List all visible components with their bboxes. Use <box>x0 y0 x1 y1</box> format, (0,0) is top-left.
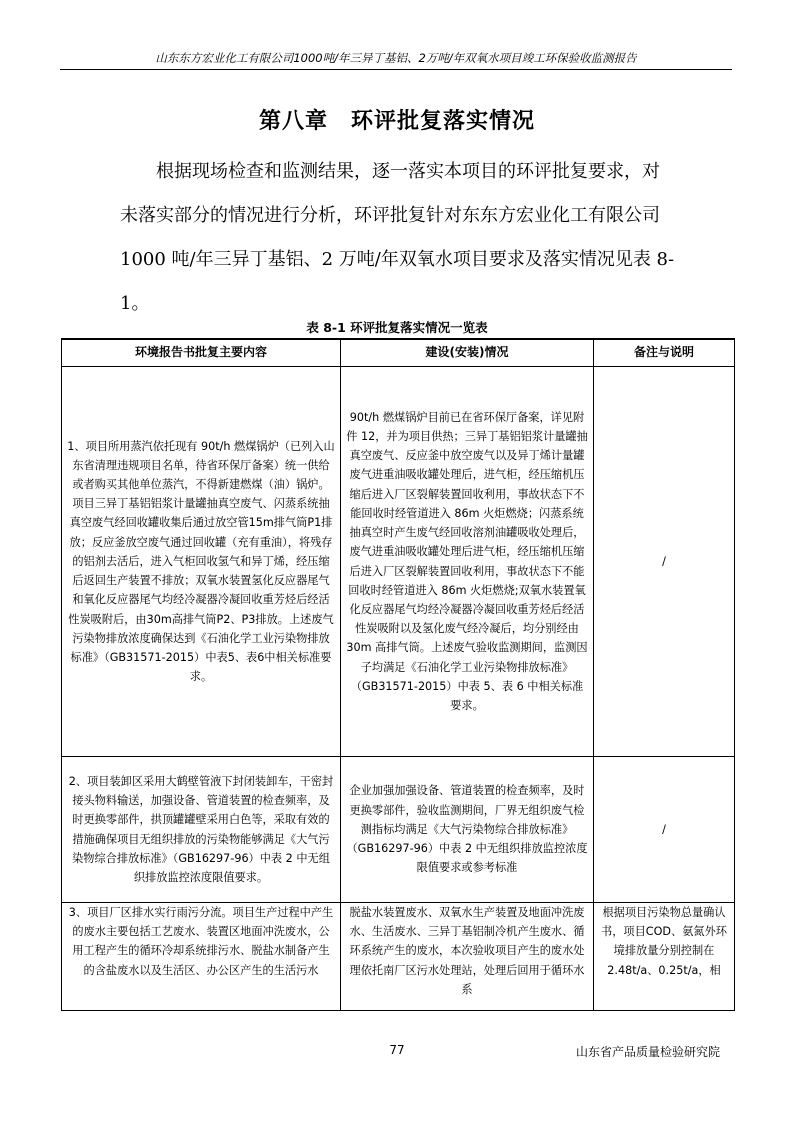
note-cell: / <box>594 367 735 757</box>
intro-paragraph <box>120 150 676 326</box>
table-row <box>62 903 735 1011</box>
chapter-title: 第八章 环评批复落实情况 <box>258 109 535 134</box>
running-header: 山东东方宏业化工有限公司1000吨/年三异丁基铝、2万吨/年双氧水项目竣工环保验收监测报告 <box>60 50 732 70</box>
table-row <box>62 757 735 903</box>
table-row <box>62 367 735 757</box>
requirement-cell: 2、项目装卸区采用大鹤壁管液下封闭装卸车，干密封接头物料输送，加强设备、管道装置的检查频率，及时更换零部件，拱顶罐罐壁采用白色等，采取有效的措施确保项目无组织排放的污染物能够满足《大气污染物综合排放标准》（GB16297-96）中表 2 中无组织排放监控浓度限值要求。 <box>62 757 341 903</box>
footer-organization: 山东省产品质量检验研究院 <box>575 1045 720 1059</box>
status-cell: 脱盐水装置废水、双氧水生产装置及地面冲洗废水、生活废水、三异丁基铝制冷机产生废水、循环系统产生的废水，本次验收项目产生的废水处理依托南厂区污水处理站，处理后回用于循环水系 <box>341 903 594 1011</box>
status-cell: 企业加强加强设备、管道装置的检查频率，及时更换零部件，验收监测期间，厂界无组织废气检测指标均满足《大气污染物综合排放标准》（GB16297-96）中表 2 中无组织排放监控浓度限值要求或参考标准 <box>341 757 594 903</box>
header-requirement: 环境报告书批复主要内容 <box>62 339 341 367</box>
table-caption: 表 8-1 环评批复落实情况一览表 <box>306 320 488 335</box>
intro-text: 根据现场检查和监测结果，逐一落实本项目的环评批复要求，对未落实部分的情况进行分析，环评批复针对东东方宏业化工有限公司 1000 吨/年三异丁基铝、2 万吨/年双氧水项目要求及落实情况见表 8-1。 <box>120 161 675 314</box>
note-cell: / <box>594 757 735 903</box>
requirement-cell: 3、项目厂区排水实行雨污分流。项目生产过程中产生的废水主要包括工艺废水、装置区地面冲洗废水，公用工程产生的循环冷却系统排污水、脱盐水制备产生的含盐废水以及生活区、办公区产生的生活污水 <box>62 903 341 1011</box>
header-status: 建设(安装)情况 <box>341 339 594 367</box>
table-header-row <box>62 339 735 367</box>
note-cell: 根据项目污染物总量确认书，项目COD、氨氮外环境排放量分别控制在2.48t/a、0.25t/a，相 <box>594 903 735 1011</box>
page-number: 77 <box>389 1043 405 1057</box>
approval-table <box>61 338 735 1011</box>
status-cell: 90t/h 燃煤锅炉目前已在省环保厅备案，详见附件 12，并为项目供热；三异丁基铝铝浆计量罐抽真空废气、反应釜中放空废气以及异丁烯计量罐废气进重油吸收罐处理后，进气柜，经压缩机压缩后进入厂区裂解装置回收利用，事故状态下不能回收时经管道进入 86m 火炬燃烧；闪蒸系统抽真空时产生废气经回收溶剂油罐吸收处理后，废气进重油吸收罐处理后进气柜，经压缩机压缩后进入厂区裂解装置回收利用，事故状态下不能回收时经管道进入 86m 火炬燃烧;双氧水装置氧化反应器尾气均经冷凝器冷凝回收重芳烃后经活性炭吸附以及氢化废气经冷凝后，均分别经由 30m 高排气筒。上述废气验收监测期间，监测因子均满足《石油化学工业污染物排放标准》（GB31571-2015）中表 5、表 6 中相关标准要求。 <box>341 367 594 757</box>
header-note: 备注与说明 <box>594 339 735 367</box>
requirement-cell: 1、项目所用蒸汽依托现有 90t/h 燃煤锅炉（已列入山东省清理违规项目名单，待省环保厅备案）统一供给或者购买其他单位蒸汽，不得新建燃煤（油）锅炉。项目三异丁基铝铝浆计量罐抽真空废气、闪蒸系统抽真空废气经回收罐收集后通过放空管15m排气筒P1排放；反应釜放空废气通过回收罐（充有重油），将残存的铝剂去活后，进入气柜回收氢气和异丁烯，经压缩后返回生产装置不排放；双氧水装置氢化反应器尾气和氧化反应器尾气均经冷凝器冷凝回收重芳烃后经活性炭吸附后，由30m高排气筒P2、P3排放。上述废气污染物排放浓度确保达到《石油化学工业污染物排放标准》（GB31571-2015）中表5、表6中相关标准要求。 <box>62 367 341 757</box>
